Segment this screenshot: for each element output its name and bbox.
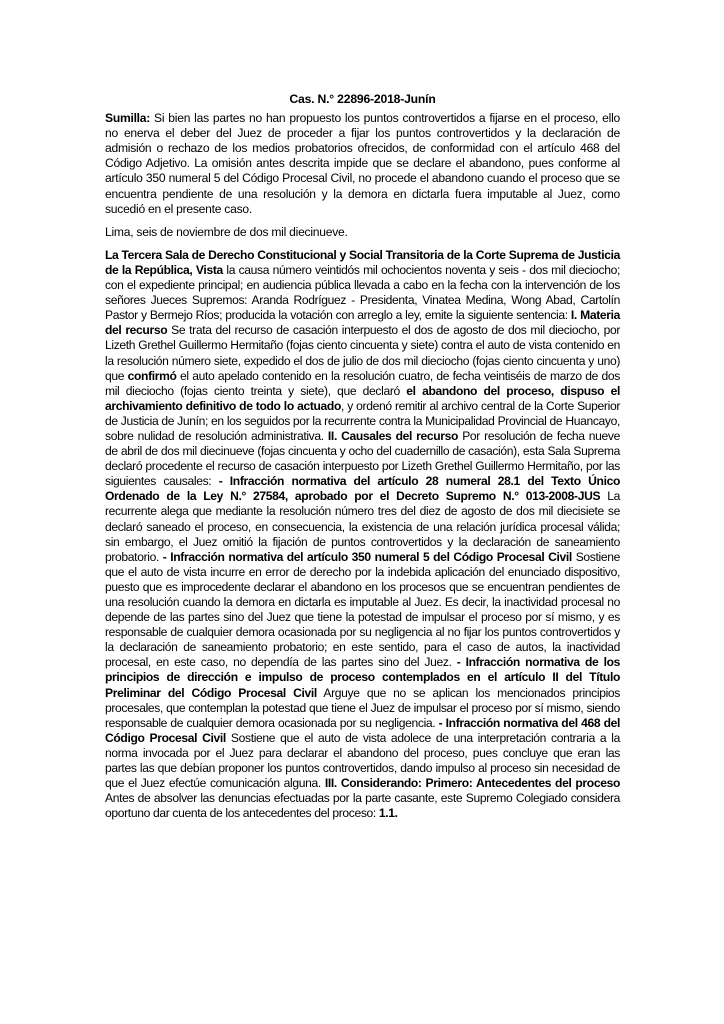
date-line: Lima, seis de noviembre de dos mil diecinueve. [105,224,348,239]
body-bold-text: - Infracción normativa del artículo 28 numeral 28.1 del Texto Único Ordenado de la Ley N.° 27584, aprobado por el Decreto Supremo N.° 013-2008-JUS [105,474,620,504]
body-run: La recurrente alega que mediante la resolución número tres del diez de agosto de dos mil diecisiete se declaró saneado el proceso, en consecuencia, la existencia de una relación jurídica procesal válida; sin embargo, el Juez omitió la fijación de puntos controvertidos y la declaración de saneamiento probatorio. [105,489,620,564]
body-bold-text: - Infracción normativa del 468 del Código Procesal Civil [105,715,620,745]
body-run [328,429,458,443]
body-run [325,776,620,790]
body-bold-text: - Infracción normativa del artículo 350 numeral 5 del Código Procesal Civil [162,549,572,564]
sumilla-paragraph [105,111,620,217]
body-run [163,550,572,564]
body-bold-text: - Infracción normativa de los principios de dirección e impulso de proceso contemplados en el artículo II del Título Preliminar del Código Procesal Civil [105,655,620,700]
body-run: la causa número veintidós mil ochocientos noventa y seis - dos mil dieciocho; con el expediente principal; en audiencia pública llevada a cabo en la fecha con la intervención de los señores Jueces Supremos: Aranda Rodríguez - Presidenta, Vinatea Medina, Wong Abad, Cartolín Pastor y Bermejo Ríos; producida la votación con arreglo a ley, emite la siguiente sentencia: [105,262,620,323]
body-run: Sostiene que el auto de vista adolece de una interpretación contraria a la norma invocada por el Juez para declarar el abandono del proceso, pues concluye que eran las partes las que debían proponer los puntos controvertidos, dando impulso al proceso sin necesidad de que el Juez efectúe comunicación alguna. [105,730,621,791]
body-bold-text: el abandono del proceso, dispuso el archivamiento definitivo de todo lo actuado [105,383,620,413]
body-bold-text: III. Considerando: Primero: Antecedentes del proceso [324,776,620,791]
body-run: Antes de absolver las denuncias efectuadas por la parte casante, este Supremo Colegiado considera oportuno dar cuenta de los antecedentes del proceso: [105,791,620,821]
body-run: , y ordenó remitir al archivo central de la Corte Superior de Justicia de Junín; en los seguidos por la recurrente contra la Municipalidad Provincial de Huancayo, sobre nulidad de resolución administrativa. [105,398,620,443]
body-run: Por resolución de fecha nueve de abril de dos mil diecinueve (fojas cincuenta y ocho del cuadernillo de casación), esta Sala Suprema declaró procedente el recurso de casación interpuesto por Lizeth Grethel Guillermo Hermitaño, por las siguientes causales: [105,428,621,489]
body-run: Arguye que no se aplican los mencionados principios procesales, que contemplan la potestad que tiene el Juez de impulsar el proceso por sí mismo, siendo responsable de cualquier demora ocasionada por su negligencia. [105,685,620,730]
sumilla-label: Sumilla: [105,111,151,126]
body-run [128,369,177,383]
body-bold-text: confirmó [127,368,177,383]
body-bold-text: 1.1. [378,806,398,821]
body-run [379,806,398,820]
body-run: Se trata del recurso de casación interpuesto el dos de agosto de dos mil dieciocho, por Lizeth Grethel Guillermo Hermitaño (fojas ciento cincuenta y siete) contra el auto de vista contenido en la resolución número siete, expedido el dos de julio de dos mil dieciocho (fojas ciento cincuenta y uno) que [105,323,620,383]
body-run: el auto apelado contenido en la resolución cuatro, de fecha veintiséis de marzo de dos mil dieciocho (fojas ciento treinta y siete), que declaró [105,368,620,398]
body-bold-text: II. Causales del recurso [327,428,459,443]
body-run: Sostiene que el auto de vista incurre en error de derecho por la indebida aplicación del enunciado dispositivo, puesto que es improcedente declarar el abandono en los procesos que se encuentran pendientes de una resolución cuando la demora en dictarla es imputable al Juez. Es decir, la inactividad procesal no depende de las partes sino del Juez que tiene la potestad de impulsar el proceso por sí mismo, y es responsable de cualquier demora ocasionada por su negligencia al no fijar los puntos controvertidos y la declaración de saneamiento probatorio; en este sentido, para el caso de autos, la inactividad procesal, en este caso, no dependía de las partes sino del Juez. [105,549,620,670]
body-paragraph [105,248,620,822]
body-bold-text: La Tercera Sala de Derecho Constitucional y Social Transitoria de la Corte Suprema de Justicia de la República, Vista [105,247,620,277]
body-bold-text: I. Materia del recurso [105,308,620,338]
sumilla-text: Si bien las partes no han propuesto los puntos controvertidos a fijarse en el proceso, ello no enerva el deber del Juez de proceder a fijar los puntos controvertidos y la declaración de admisión o rechazo de los medios probatorios ofrecidos, de conformidad con el artículo 468 del Código Adjetivo. La omisión antes descrita impide que se declare el abandono, pues conforme al artículo 350 numeral 5 del Código Procesal Civil, no procede el abandono cuando el proceso que se encuentra pendiente de una resolución y la demora en dictarla fuera imputable al Juez, como sucedió en el presente caso. [105,111,620,216]
case-title: Cas. N.° 22896-2018-Junín [289,92,436,106]
document-content [105,92,620,829]
